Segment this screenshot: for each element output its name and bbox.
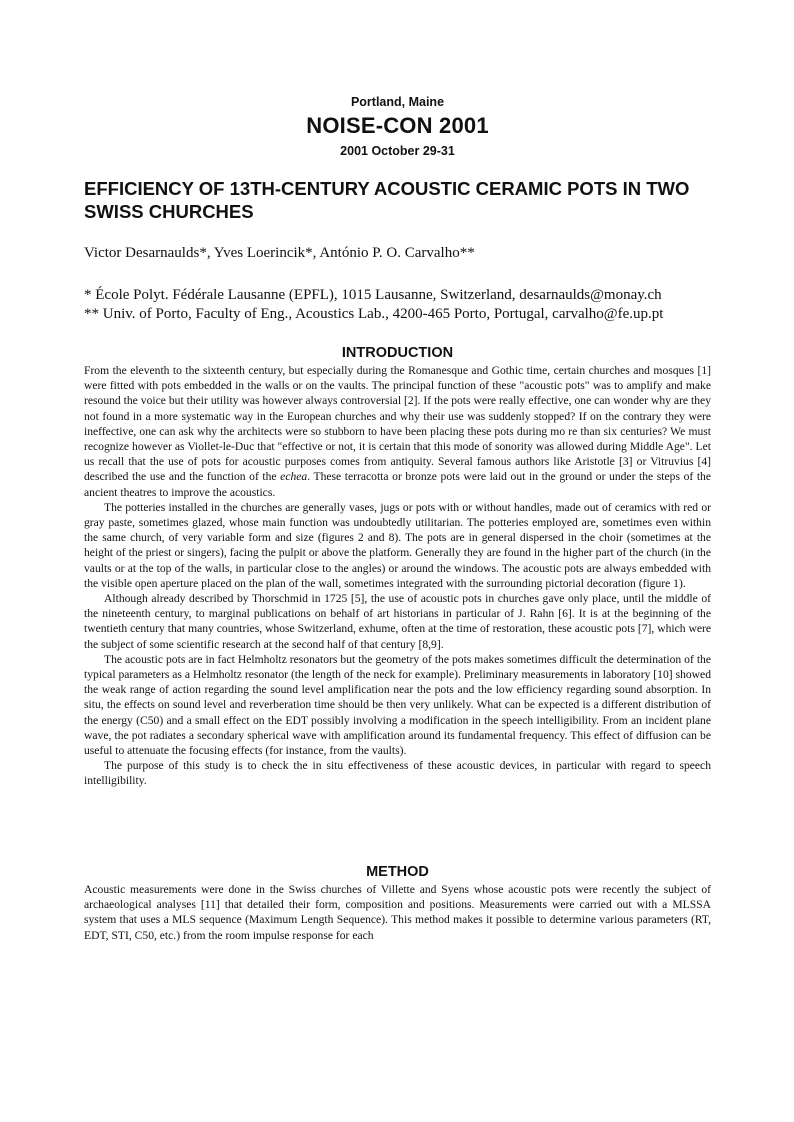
paper-title: EFFICIENCY OF 13TH-CENTURY ACOUSTIC CERAMIC POTS IN TWO SWISS CHURCHES <box>84 178 690 222</box>
section-heading-introduction: INTRODUCTION <box>341 345 454 361</box>
method-body <box>84 882 711 943</box>
intro-paragraph-1-text-a: From the eleventh to the sixteenth century, but especially during the Romanesque and Gothic time, certain churches and mosques [1] were fitted with pots embedded in the walls or on the vaults. The principal function of these "acoustic pots" was to amplify and make resound the voice but their utility was however always controversial [2]. If the pots were really effective, one can wonder why are they not found in a more systematic way in the European churches and why their use was suddenly stopped? If on the contrary they were ineffective, one can ask why the architects were so stubborn to have been placing these pots during mo re than six centuries? We must recognize however as Viollet-le-Duc that "effective or not, it is certain that this mode of sonority was allowed during Middle Age". Let us recall that the use of pots for acoustic purposes comes from antiquity. Several famous authors like Aristotle [3] or Vitruvius [4] described the use and the function of the <box>84 364 711 484</box>
section-heading-method: METHOD <box>366 864 429 880</box>
intro-paragraph-2: The potteries installed in the churches are generally vases, jugs or pots with or without handles, made out of ceramics with red or gray paste, sometimes glazed, whose main function was undoubtedly utilitarian. The potteries employed are, sometimes even within the same church, of very variable form and size (figures 2 and 8). The pots are in general dispersed in the choir (sometimes at the height of the priest or singers), facing the pulpit or above the platform. Generally they are found in the higher part of the church (in the vaults or at the top of the walls, in particular close to the angles) or around the windows. The acoustic pots are always embedded with the visible open aperture placed on the plan of the wall, sometimes integrated with the surrounding pictorial decoration (figure 1). <box>84 500 711 590</box>
intro-paragraph-1-italic: echea <box>280 470 308 484</box>
conference-date: 2001 October 29-31 <box>340 144 455 158</box>
intro-paragraph-4: The acoustic pots are in fact Helmholtz resonators but the geometry of the pots makes sometimes difficult the determination of the typical parameters as a Helmholtz resonator (the length of the neck for example). Preliminary measurements in laboratory [10] showed the weak range of action regarding the sound level amplification near the pots and the low efficiency regarding sound absorption. In situ, the effects on sound level and reverberation time should be then very unlikely. What can be expected is a different distribution of the energy (C50) and a small effect on the EDT possibly involving a modification in the speech intelligibility. From an incident plane wave, the pot radiates a secondary spherical wave with amplification around its fundamental frequency. This effect of diffusion can be useful to attenuate the focusing effects (for instance, from the vaults). <box>84 652 711 758</box>
intro-paragraph-1-text-b: . These terracotta or bronze pots were laid out in the ground or under the steps of the ancient theatres to improve the acoustics. <box>84 470 711 499</box>
conference-name: NOISE-CON 2001 <box>306 113 489 138</box>
intro-paragraph-1 <box>84 363 711 500</box>
conference-location: Portland, Maine <box>350 95 445 109</box>
affiliations <box>84 286 724 323</box>
author-list: Victor Desarnaulds*, Yves Loerincik*, António P. O. Carvalho** <box>84 245 475 261</box>
intro-paragraph-5: The purpose of this study is to check the in situ effectiveness of these acoustic devices, in particular with regard to speech intelligibility. <box>84 759 711 788</box>
affiliation-porto: ** Univ. of Porto, Faculty of Eng., Acoustics Lab., 4200-465 Porto, Portugal, carvalho@fe.up.pt <box>84 305 664 322</box>
introduction-body <box>84 363 711 789</box>
method-paragraph-1: Acoustic measurements were done in the Swiss churches of Villette and Syens whose acoustic pots were recently the subject of archaeological analyses [11] that detailed their form, composition and positions. Measurements were carried out with a MLSSA system that uses a MLS sequence (Maximum Length Sequence). This method makes it possible to determine various parameters (RT, EDT, STI, C50, etc.) from the room impulse response for each <box>84 883 711 942</box>
affiliation-epfl: * École Polyt. Fédérale Lausanne (EPFL), 1015 Lausanne, Switzerland, desarnaulds@monay.ch <box>84 287 662 303</box>
intro-paragraph-3: Although already described by Thorschmid in 1725 [5], the use of acoustic pots in churches gave only place, until the middle of the nineteenth century, to marginal publications on behalf of art historians in particular of J. Rahn [6]. It is at the beginning of the twentieth century that many countries, whose Switzerland, exhume, often at the time of restoration, these acoustic pots [7], which were the subject of some scientific research at the second half of that century [8,9]. <box>84 592 711 651</box>
